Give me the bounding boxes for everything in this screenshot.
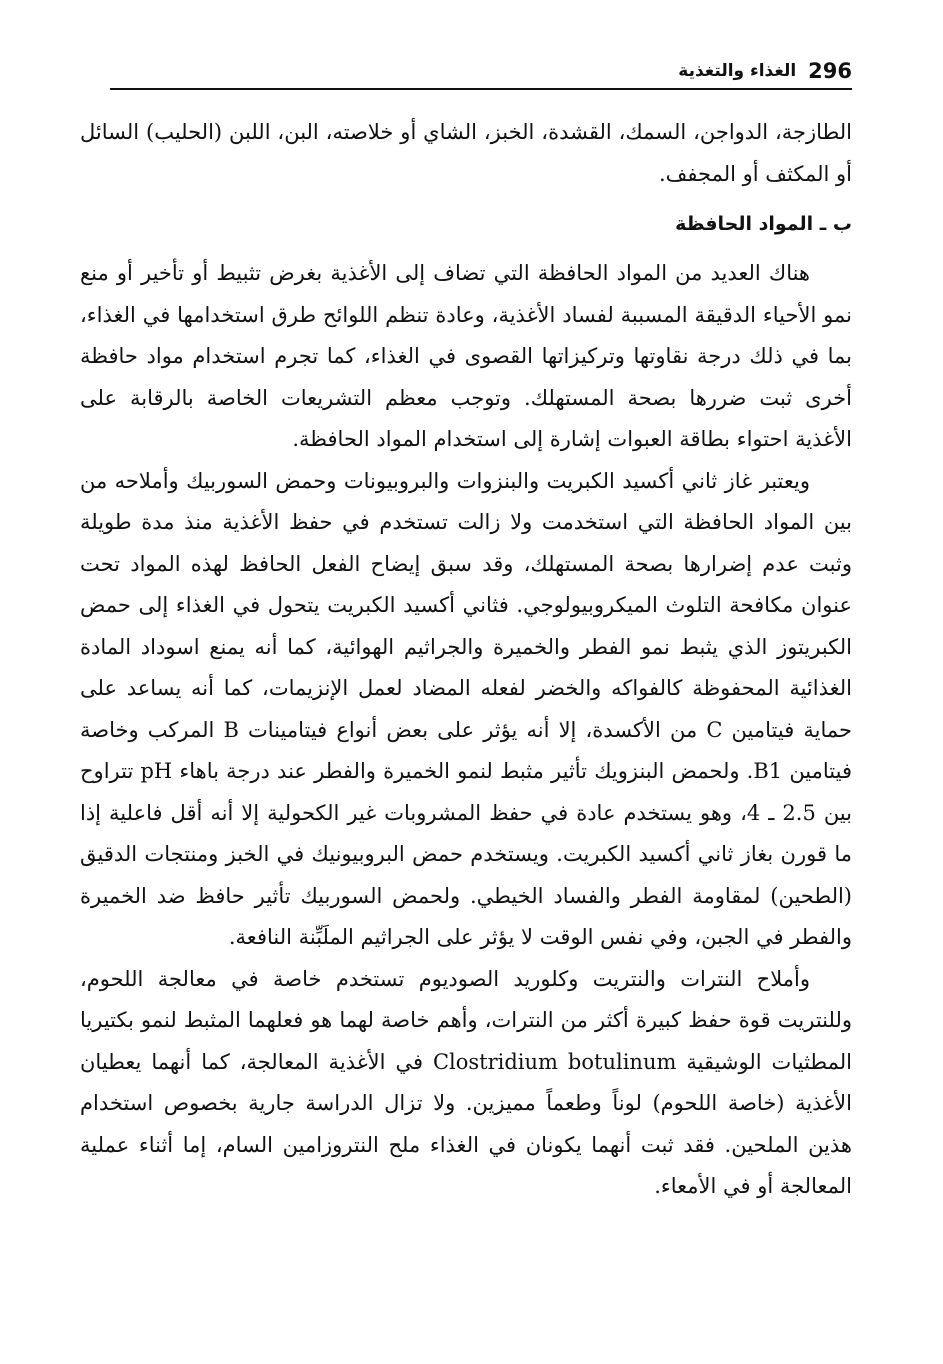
paragraph-2: ويعتبر غاز ثاني أكسيد الكبريت والبنزوات والبروبيونات وحمض السوربيك وأملاحه من بين المواد الحافظة التي استخدمت ولا زالت تستخدم في حفظ الأغذية منذ مدة طويلة وثبت عدم إضرارها بصحة المستهلك، وقد سبق إيضاح الفعل الحافظ لهذه المواد تحت عنوان مكافحة التلوث الميكروبيولوجي. فثاني أكسيد الكبريت يتحول في الغذاء إلى حمض الكبريتوز الذي يثبط نمو الفطر والخميرة والجراثيم الهوائية، كما أنه يمنع اسوداد المادة الغذائية المحفوظة كالفواكه والخضر لفعله المضاد لعمل الإنزيمات، كما أنه يساعد على حماية فيتامين C من الأكسدة، إلا أنه يؤثر على بعض أنواع فيتامينات B المركب وخاصة فيتامين B1. ولحمض البنزويك تأثير مثبط لنمو الخميرة والفطر عند درجة باهاء pH تتراوح بين 2.5 ـ 4، وهو يستخدم عادة في حفظ المشروبات غير الكحولية إلا أنه أقل فاعلية إذا ما قورن بغاز ثاني أكسيد الكبريت. ويستخدم حمض البروبيونيك في الخبز ومنتجات الدقيق (الطحين) لمقاومة الفطر والفساد الخيطي. ولحمض السوربيك تأثير حافظ ضد الخميرة والفطر في الجبن، وفي نفس الوقت لا يؤثر على الجراثيم الملَبِّنة النافعة.	[80, 468, 853, 949]
running-title: الغذاء والتغذية	[678, 61, 797, 81]
paragraph-3: وأملاح النترات والنتريت وكلوريد الصوديوم تستخدم خاصة في معالجة اللحوم، وللنتريت قوة حفظ كبيرة أكثر من النترات، وأهم خاصة لهما هو فعلهما المثبط لنمو بكتيريا المطثيات الوشيقية Clostridium botulinum في الأغذية المعالجة، كما أنهما يعطيان الأغذية (خاصة اللحوم) لوناً وطعماً مميزين. ولا تزال الدراسة جارية بخصوص استخدام هذين الملحين. فقد ثبت أنهما يكونان في الغذاء ملح النتروزامين السام، إما أثناء عملية المعالجة أو في الأمعاء.	[80, 966, 853, 1198]
header-rule	[110, 88, 852, 90]
body-text	[80, 112, 852, 1208]
paragraph-1: هناك العديد من المواد الحافظة التي تضاف إلى الأغذية بغرض تثبيط أو تأخير أو منع نمو الأحياء الدقيقة المسببة لفساد الأغذية، وعادة تنظم اللوائح طرق استخدامها في الغذاء، بما في ذلك درجة نقاوتها وتركيزاتها القصوى في الغذاء، كما تجرم استخدام مواد حافظة أخرى ثبت ضررها بصحة المستهلك. وتوجب معظم التشريعات الخاصة بالرقابة على الأغذية احتواء بطاقة العبوات إشارة إلى استخدام المواد الحافظة.	[80, 261, 852, 451]
section-heading: ب ـ المواد الحافظة	[675, 213, 852, 235]
page-number: 296	[808, 59, 852, 83]
paragraph-continued: الطازجة، الدواجن، السمك، القشدة، الخبز، الشاي أو خلاصته، البن، اللبن (الحليب) السائل أو المكثف أو المجفف.	[80, 120, 852, 186]
running-header	[110, 52, 852, 86]
